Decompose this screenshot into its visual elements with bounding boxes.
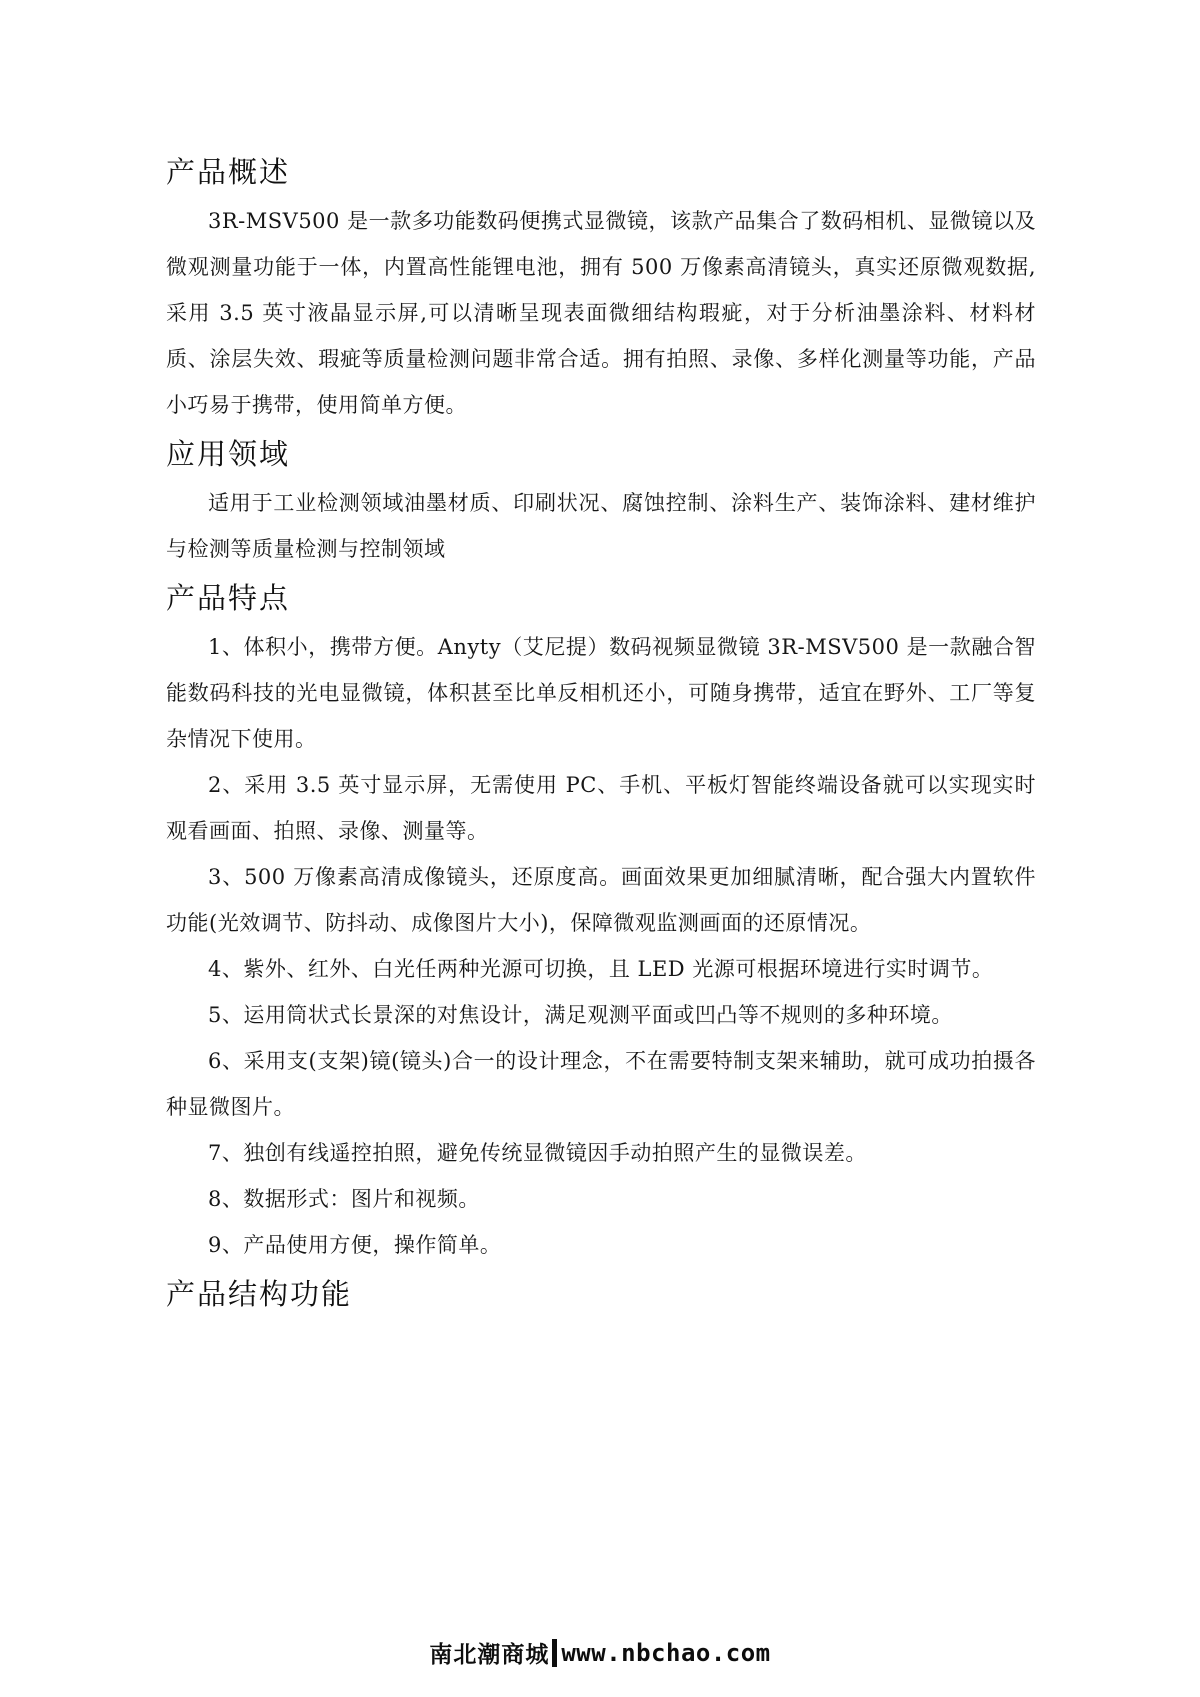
feature-item-7: 7、独创有线遥控拍照，避免传统显微镜因手动拍照产生的显微误差。 <box>208 1141 867 1165</box>
feature-item-5: 5、运用筒状式长景深的对焦设计，满足观测平面或凹凸等不规则的多种环境。 <box>208 1003 953 1027</box>
feature-item-2: 2、采用 3.5 英寸显示屏，无需使用 PC、手机、平板灯智能终端设备就可以实现实时观看画面、拍照、录像、测量等。 <box>166 773 1036 843</box>
document-content <box>166 146 1036 1320</box>
feature-item-8: 8、数据形式：图片和视频。 <box>208 1187 480 1211</box>
footer-site-name: 南北潮商城 <box>429 1642 550 1668</box>
footer-separator-bar <box>552 1639 557 1667</box>
feature-item-9: 9、产品使用方便，操作简单。 <box>208 1233 502 1257</box>
feature-item-6: 6、采用支(支架)镜(镜头)合一的设计理念，不在需要特制支架来辅助，就可成功拍摄各种显微图片。 <box>166 1049 1036 1119</box>
paragraph-overview: 3R-MSV500 是一款多功能数码便携式显微镜，该款产品集合了数码相机、显微镜以及微观测量功能于一体，内置高性能锂电池，拥有 500 万像素高清镜头，真实还原微观数据,采用 3.5 英寸液晶显示屏,可以清晰呈现表面微细结构瑕疵，对于分析油墨涂料、材料材质、涂层失效、瑕疵等质量检测问题非常合适。拥有拍照、录像、多样化测量等功能，产品小巧易于携带，使用简单方便。 <box>166 209 1036 417</box>
feature-item-3: 3、500 万像素高清成像镜头，还原度高。画面效果更加细腻清晰，配合强大内置软件功能(光效调节、防抖动、成像图片大小)，保障微观监测画面的还原情况。 <box>166 865 1036 935</box>
footer-url-link[interactable]: www.nbchao.com <box>561 1638 771 1667</box>
paragraph-applications: 适用于工业检测领域油墨材质、印刷状况、腐蚀控制、涂料生产、装饰涂料、建材维护与检测等质量检测与控制领域 <box>166 491 1036 561</box>
footer-watermark <box>0 1636 1200 1669</box>
section-heading-product-overview: 产品概述 <box>166 155 291 189</box>
section-heading-product-features: 产品特点 <box>166 581 291 615</box>
section-heading-application-areas: 应用领域 <box>166 437 291 471</box>
feature-item-4: 4、紫外、红外、白光任两种光源可切换，且 LED 光源可根据环境进行实时调节。 <box>208 957 994 981</box>
feature-item-1: 1、体积小，携带方便。Anyty（艾尼提）数码视频显微镜 3R-MSV500 是一款融合智能数码科技的光电显微镜，体积甚至比单反相机还小，可随身携带，适宜在野外、工厂等复杂情况下使用。 <box>166 635 1036 751</box>
section-heading-product-structure: 产品结构功能 <box>166 1277 353 1311</box>
